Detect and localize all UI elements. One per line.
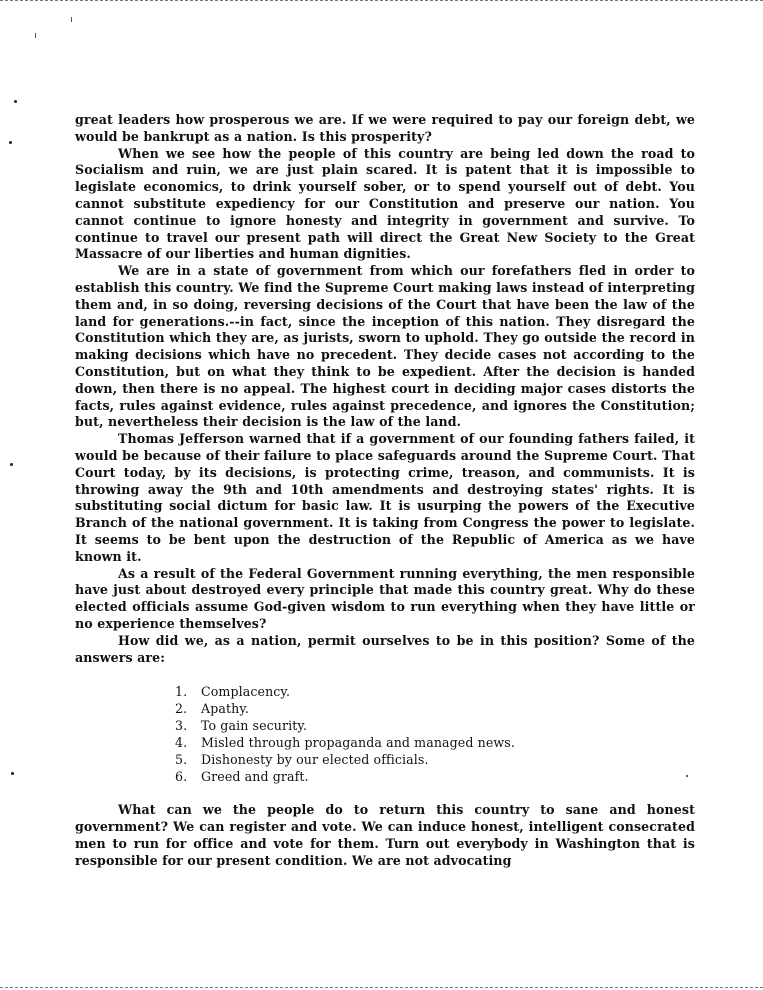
answers-list (175, 683, 695, 785)
margin-speck (11, 772, 14, 775)
paragraph-2: When we see how the people of this country are being led down the road to Socialism and ruin, we are just plain scared. It is patent that it is impossible to legislate economics, to drink yourself sober, or to spend yourself out of debt. You cannot substitute expediency for our Constitution and preserve our nation. You cannot continue to ignore honesty and integrity in government and survive. To continue to travel our present path will direct the Great New Society to the Great Massacre of our liberties and human dignities. (75, 145, 695, 262)
margin-speck (14, 100, 17, 103)
paragraph-5: As a result of the Federal Government running everything, the men responsible have just about destroyed every principle that made this country great. Why do these elected officials assume God-given wisdom to run everything when they have little or no experience themselves? (75, 565, 695, 631)
margin-speck (10, 463, 13, 466)
list-item: 5. Dishonesty by our elected officials. (175, 752, 429, 768)
paragraph-1: great leaders how prosperous we are. If we were required to pay our foreign debt, we would be bankrupt as a nation. Is this prosperity? (75, 112, 695, 144)
margin-speck (9, 141, 12, 144)
document-page (75, 112, 695, 869)
paragraph-4: Thomas Jefferson warned that if a government of our founding fathers failed, it would be because of their failure to place safeguards around the Supreme Court. That Court today, by its decisions, is protecting crime, treason, and communists. It is throwing away the 9th and 10th amendments and destroying states' rights. It is substituting social dictum for basic law. It is usurping the powers of the Executive Branch of the national government. It is taking from Congress the power to legislate. It seems to be bent upon the destruction of the Republic of America as we have known it. (75, 431, 695, 564)
paragraph-3: We are in a state of government from which our forefathers fled in order to establish this country. We find the Supreme Court making laws instead of interpreting them and, in so doing, reversing decisions of the Court that have been the law of the land for generations.--in fact, since the inception of this nation. They disregard the Constitution which they are, as jurists, sworn to uphold. They go outside the record in making decisions which have no precedent. They decide cases not according to the Constitution, but on what they think to be expedient. After the decision is handed down, then there is no appeal. The highest court in deciding major cases distorts the facts, rules against evidence, rules against precedence, and ignores the Constitution; but, nevertheless their decision is the law of the land. (75, 263, 696, 430)
list-item: 2. Apathy. (175, 701, 249, 717)
list-item: 4. Misled through propaganda and managed news. (175, 735, 515, 751)
scan-mark (35, 33, 36, 38)
list-item: 6. Greed and graft. (175, 769, 309, 785)
top-edge-rule (0, 0, 763, 1)
bottom-edge-rule (0, 987, 763, 988)
paragraph-6: How did we, as a nation, permit ourselves to be in this position? Some of the answers are: (75, 632, 695, 665)
scan-mark (71, 17, 72, 22)
list-item: 1. Complacency. (175, 684, 291, 700)
closing-paragraph: What can we the people do to return this country to sane and honest government? We can register and vote. We can induce honest, intelligent consecrated men to run for office and vote for them. Turn out everybody in Washington that is responsible for our present condition. We are not advocating (75, 802, 695, 868)
list-item: 3. To gain security. (175, 718, 308, 734)
